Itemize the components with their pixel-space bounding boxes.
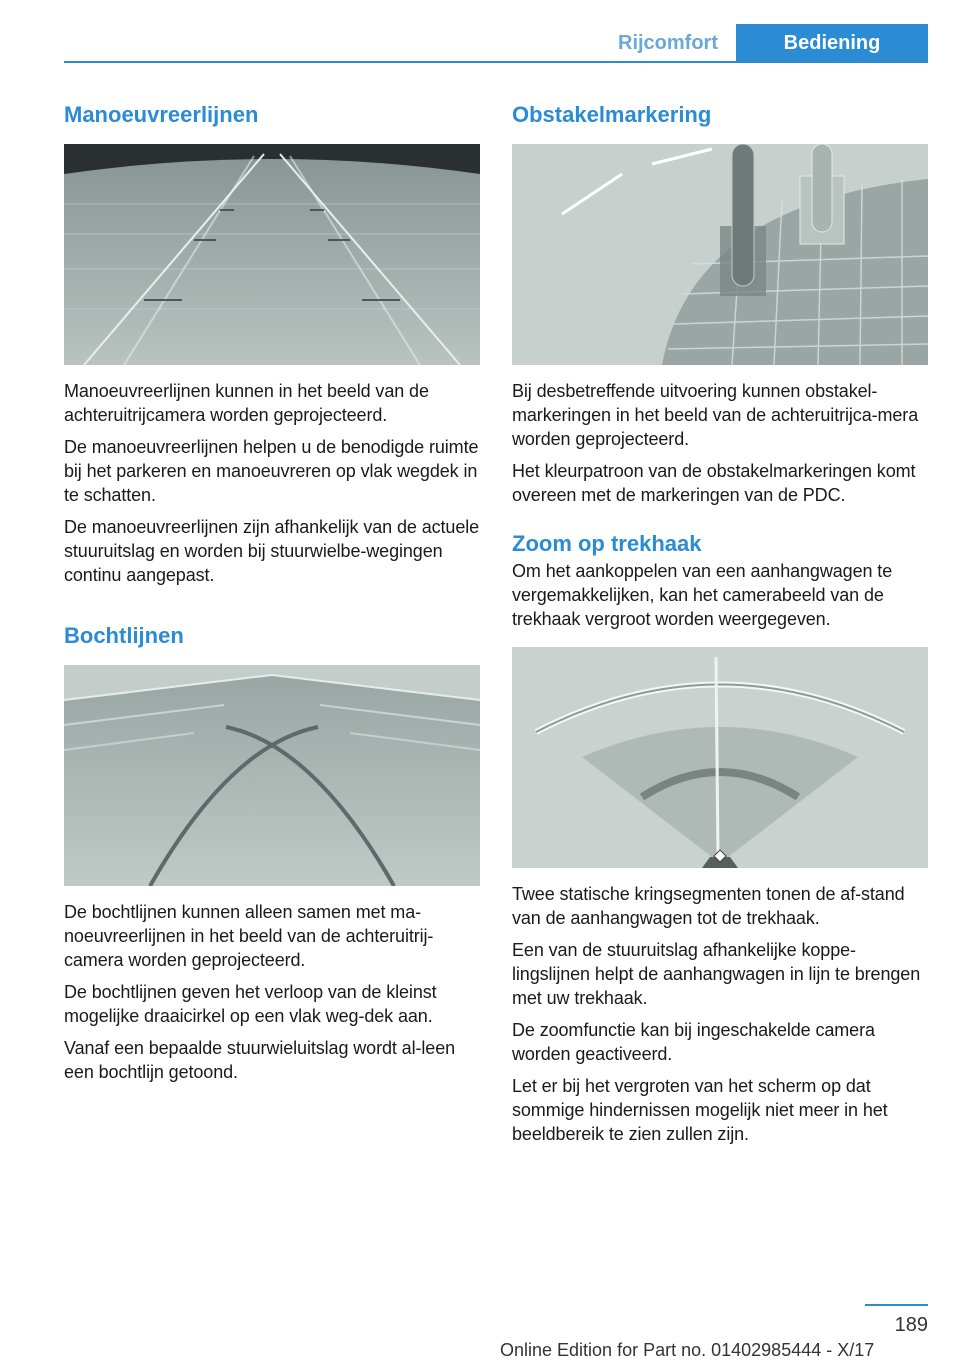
edition-line: Online Edition for Part no. 01402985444 - X/17: [500, 1340, 875, 1360]
text-bochtlijnen-2: De bochtlijnen geven het verloop van de kleinst mogelijke draaicirkel op een vlak weg-dek aan.: [64, 982, 437, 1026]
heading-obstakelmarkering: Obstakelmarkering: [512, 102, 712, 127]
text-manoeuvreerlijnen-2: De manoeuvreerlijnen helpen u de benodigde ruimte bij het parkeren en manoeuvreren op vlak wegdek in te schatten.: [64, 437, 479, 505]
heading-zoom-op-trekhaak: Zoom op trekhaak: [512, 531, 702, 556]
text-manoeuvreerlijnen-1: Manoeuvreerlijnen kunnen in het beeld van de achteruitrijcamera worden geprojecteerd.: [64, 381, 429, 425]
right-column: [512, 100, 928, 1146]
figure-zoom-trekhaak: [512, 647, 928, 868]
left-column: [64, 100, 480, 1084]
text-zoom-5: Let er bij het vergroten van het scherm op dat sommige hindernissen mogelijk niet meer in het beeldbereik te zien zullen zijn.: [512, 1076, 888, 1144]
heading-manoeuvreerlijnen: Manoeuvreerlijnen: [64, 102, 259, 127]
text-obstakel-1: Bij desbetreffende uitvoering kunnen obstakel-markeringen in het beeld van de achteruitrijca-mera worden geprojecteerd.: [512, 381, 919, 449]
text-zoom-3: Een van de stuuruitslag afhankelijke koppe-lingslijnen helpt de aanhangwagen in lijn te brengen met uw trekhaak.: [512, 940, 921, 1008]
header-rule: [64, 61, 928, 63]
header-tab-rijcomfort[interactable]: Rijcomfort: [618, 32, 718, 54]
text-obstakel-2: Het kleurpatroon van de obstakelmarkeringen komt overeen met de markeringen van de PDC.: [512, 461, 916, 505]
page-number: 189: [894, 1314, 928, 1336]
figure-bochtlijnen: [64, 665, 480, 886]
text-bochtlijnen-1: De bochtlijnen kunnen alleen samen met ma-noeuvreerlijnen in het beeld van de achteruitrij-camera worden geprojecteerd.: [64, 902, 434, 970]
footer-rule: [865, 1304, 928, 1306]
text-zoom-1: Om het aankoppelen van een aanhangwagen te vergemakkelijken, kan het camerabeeld van de trekhaak vergroot worden weergegeven.: [512, 561, 893, 629]
text-bochtlijnen-3: Vanaf een bepaalde stuurwieluitslag wordt al-leen een bochtlijn getoond.: [64, 1038, 456, 1082]
text-zoom-2: Twee statische kringsegmenten tonen de af-stand van de aanhangwagen tot de trekhaak.: [512, 884, 905, 928]
header-tab-bediening[interactable]: Bediening: [736, 24, 928, 62]
figure-obstakelmarkering: [512, 144, 928, 365]
text-manoeuvreerlijnen-3: De manoeuvreerlijnen zijn afhankelijk van de actuele stuuruitslag en worden bij stuurwielbe-wegingen continu aangepast.: [64, 517, 480, 585]
text-zoom-4: De zoomfunctie kan bij ingeschakelde camera worden geactiveerd.: [512, 1020, 875, 1064]
figure-manoeuvreerlijnen: [64, 144, 480, 365]
heading-bochtlijnen: Bochtlijnen: [64, 623, 184, 648]
